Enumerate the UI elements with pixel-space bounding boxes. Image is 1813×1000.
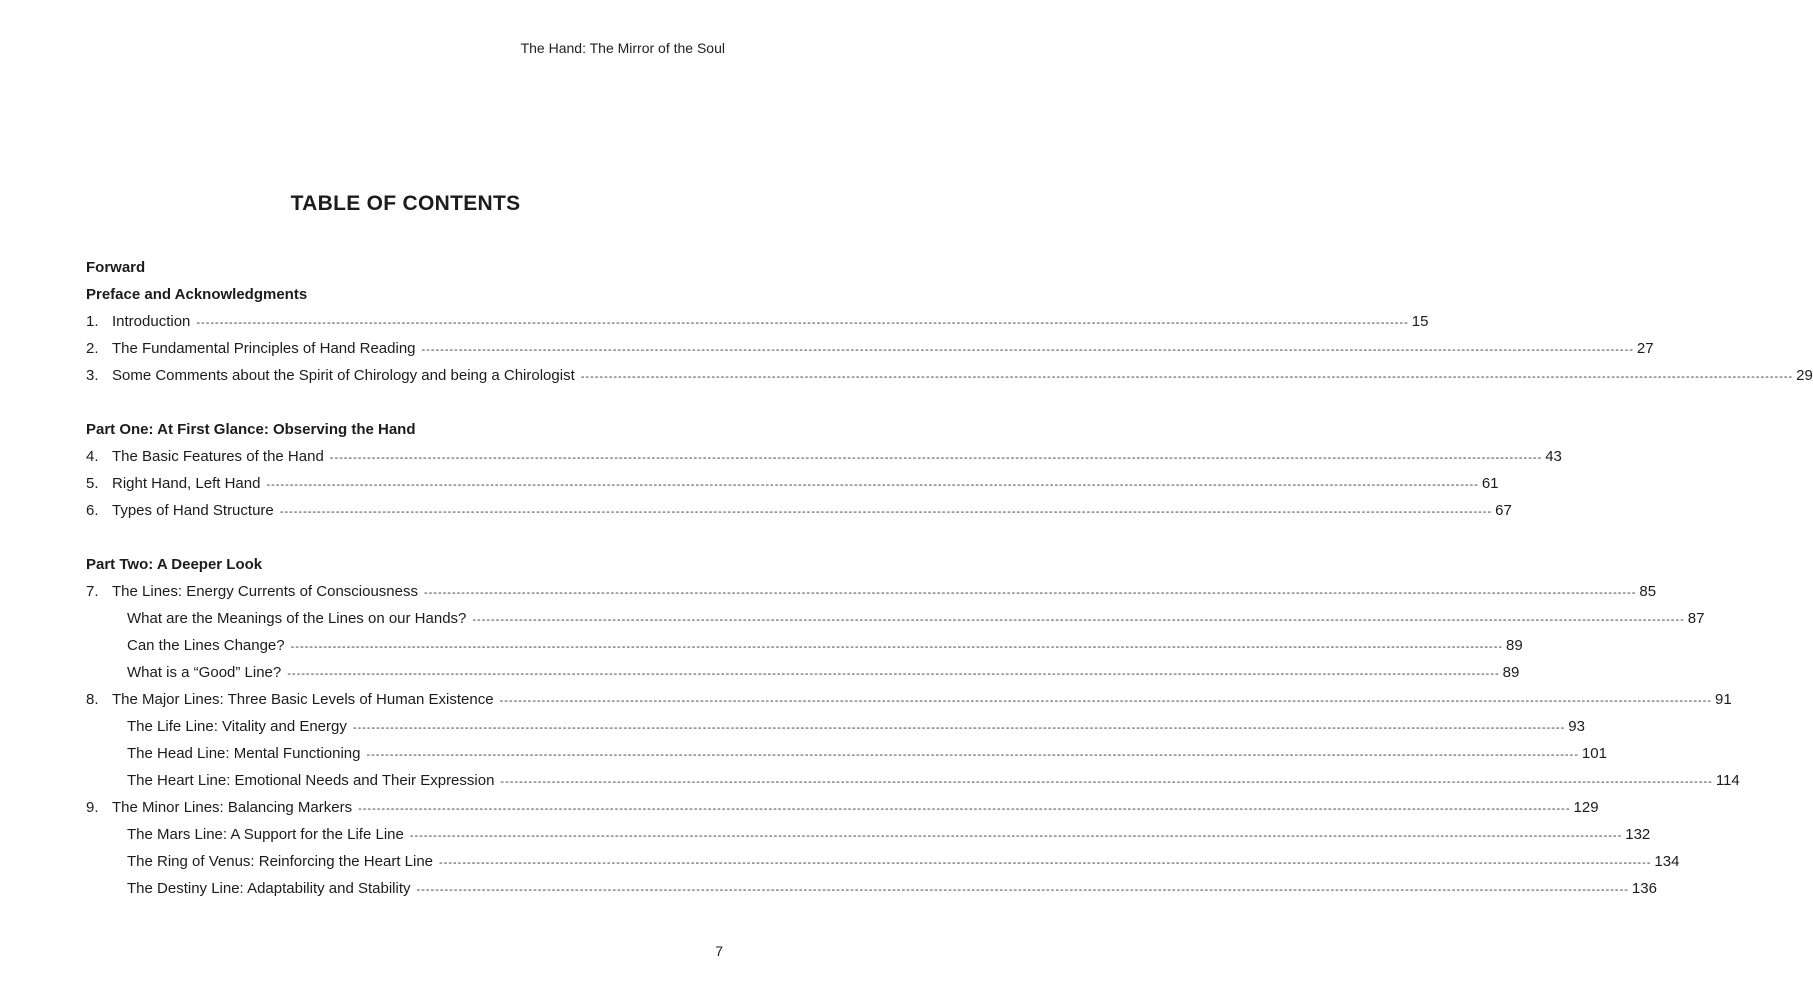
toc-subentry <box>86 875 1657 902</box>
dot-leader: -------------------------------------------------------------------------------------------------------------------------------------------------------------------------------------------------------------------------------------------------------------------- <box>366 749 1579 761</box>
toc-section-heading: Preface and Acknowledgments <box>86 286 308 303</box>
toc-entry-page: 43 <box>1545 448 1562 465</box>
toc-section-heading: Forward <box>86 259 146 276</box>
toc-entry-title: Types of Hand Structure <box>112 502 274 519</box>
toc-entry-title: Some Comments about the Spirit of Chirology and being a Chirologist <box>112 367 575 384</box>
toc-entry-title: The Lines: Energy Currents of Consciousness <box>112 583 418 600</box>
toc-entry-title: The Life Line: Vitality and Energy <box>127 718 347 735</box>
dot-leader: -------------------------------------------------------------------------------------------------------------------------------------------------------------------------------------------------------------------------------------------------------------------- <box>287 668 1500 680</box>
toc-entry-title: The Major Lines: Three Basic Levels of Human Existence <box>112 691 494 708</box>
toc-entry-page: 15 <box>1411 313 1429 330</box>
toc-entry <box>86 578 1657 605</box>
toc-entry-number: 1. <box>86 313 99 330</box>
toc-entry-title: Introduction <box>112 313 191 330</box>
toc-entry-page: 89 <box>1506 637 1523 654</box>
toc-entry-number: 2. <box>86 340 99 357</box>
dot-leader: -------------------------------------------------------------------------------------------------------------------------------------------------------------------------------------------------------------------------------------------------------------------- <box>580 371 1794 383</box>
toc-entry <box>86 335 1654 362</box>
toc-subentry <box>86 632 1523 659</box>
toc-entry <box>86 308 1429 335</box>
toc-entry-number: 4. <box>86 448 99 465</box>
toc-entry-title: The Ring of Venus: Reinforcing the Heart Line <box>127 853 434 870</box>
dot-leader: -------------------------------------------------------------------------------------------------------------------------------------------------------------------------------------------------------------------------------------------------------------------- <box>266 479 1479 491</box>
toc-entry-title: The Mars Line: A Support for the Life Line <box>127 826 404 843</box>
toc-subentry <box>86 740 1607 767</box>
toc-entry-page: 129 <box>1573 799 1599 816</box>
toc-section-heading: Part One: At First Glance: Observing the Hand <box>86 421 416 438</box>
dot-leader: -------------------------------------------------------------------------------------------------------------------------------------------------------------------------------------------------------------------------------------------------------------------- <box>279 506 1493 518</box>
toc-entry-page: 136 <box>1631 880 1657 897</box>
dot-leader: -------------------------------------------------------------------------------------------------------------------------------------------------------------------------------------------------------------------------------------------------------------------- <box>358 803 1571 815</box>
toc-entry-page: 134 <box>1654 853 1680 870</box>
toc-entry-title: The Basic Features of the Hand <box>112 448 324 465</box>
page-number: 7 <box>715 943 723 959</box>
toc-subentry <box>86 605 1705 632</box>
toc-entry-page: 29 <box>1796 367 1813 384</box>
toc-entry-page: 91 <box>1714 691 1732 708</box>
dot-leader: -------------------------------------------------------------------------------------------------------------------------------------------------------------------------------------------------------------------------------------------------------------------- <box>439 857 1652 869</box>
toc-entry-page: 114 <box>1715 772 1740 789</box>
toc-entry-title: The Fundamental Principles of Hand Reading <box>112 340 416 357</box>
toc-entry-number: 6. <box>86 502 99 519</box>
toc-entry-page: 85 <box>1639 583 1657 600</box>
toc-entry-page: 101 <box>1581 745 1607 762</box>
dot-leader: -------------------------------------------------------------------------------------------------------------------------------------------------------------------------------------------------------------------------------------------------------------------- <box>352 722 1566 734</box>
running-header: The Hand: The Mirror of the Soul <box>520 40 725 56</box>
table-of-contents <box>86 254 1813 902</box>
toc-entry-number: 5. <box>86 475 99 492</box>
toc-entry <box>86 362 1813 389</box>
toc-subentry <box>86 713 1585 740</box>
toc-entry-number: 3. <box>86 367 99 384</box>
toc-entry-page: 132 <box>1625 826 1651 843</box>
toc-subentry <box>86 659 1520 686</box>
toc-entry <box>86 470 1499 497</box>
toc-entry-title: The Destiny Line: Adaptability and Stability <box>127 880 411 897</box>
dot-leader: -------------------------------------------------------------------------------------------------------------------------------------------------------------------------------------------------------------------------------------------------------------------- <box>196 317 1409 329</box>
dot-leader: -------------------------------------------------------------------------------------------------------------------------------------------------------------------------------------------------------------------------------------------------------------------- <box>472 614 1685 626</box>
toc-entry-number: 9. <box>86 799 99 816</box>
toc-entry <box>86 686 1732 713</box>
toc-subentry <box>86 848 1680 875</box>
toc-entry-page: 61 <box>1481 475 1499 492</box>
toc-entry-title: The Head Line: Mental Functioning <box>127 745 361 762</box>
toc-entry <box>86 443 1562 470</box>
toc-entry-page: 87 <box>1687 610 1705 627</box>
dot-leader: -------------------------------------------------------------------------------------------------------------------------------------------------------------------------------------------------------------------------------------------------------------------- <box>423 587 1637 599</box>
dot-leader: -------------------------------------------------------------------------------------------------------------------------------------------------------------------------------------------------------------------------------------------------------------------- <box>290 641 1504 653</box>
toc-entry-number: 8. <box>86 691 99 708</box>
toc-entry-page: 89 <box>1502 664 1520 681</box>
dot-leader: -------------------------------------------------------------------------------------------------------------------------------------------------------------------------------------------------------------------------------------------------------------------- <box>500 776 1713 788</box>
toc-entry-title: What is a “Good” Line? <box>127 664 282 681</box>
toc-subentry <box>86 821 1651 848</box>
dot-leader: -------------------------------------------------------------------------------------------------------------------------------------------------------------------------------------------------------------------------------------------------------------------- <box>409 830 1623 842</box>
toc-entry-title: What are the Meanings of the Lines on our Hands? <box>127 610 467 627</box>
dot-leader: -------------------------------------------------------------------------------------------------------------------------------------------------------------------------------------------------------------------------------------------------------------------- <box>421 344 1634 356</box>
toc-entry-title: Right Hand, Left Hand <box>112 475 261 492</box>
toc-section-heading: Part Two: A Deeper Look <box>86 556 263 573</box>
toc-entry-page: 27 <box>1636 340 1654 357</box>
page-title: TABLE OF CONTENTS <box>290 192 521 215</box>
toc-entry-title: Can the Lines Change? <box>127 637 285 654</box>
toc-entry <box>86 497 1512 524</box>
toc-entry-title: The Heart Line: Emotional Needs and Their Expression <box>127 772 495 789</box>
dot-leader: -------------------------------------------------------------------------------------------------------------------------------------------------------------------------------------------------------------------------------------------------------------------- <box>329 452 1543 464</box>
toc-entry-title: The Minor Lines: Balancing Markers <box>112 799 353 816</box>
dot-leader: -------------------------------------------------------------------------------------------------------------------------------------------------------------------------------------------------------------------------------------------------------------------- <box>499 695 1712 707</box>
toc-subentry <box>86 767 1740 794</box>
dot-leader: -------------------------------------------------------------------------------------------------------------------------------------------------------------------------------------------------------------------------------------------------------------------- <box>416 884 1629 896</box>
toc-entry-page: 93 <box>1568 718 1585 735</box>
toc-entry <box>86 794 1599 821</box>
toc-entry-number: 7. <box>86 583 99 600</box>
toc-entry-page: 67 <box>1495 502 1512 519</box>
